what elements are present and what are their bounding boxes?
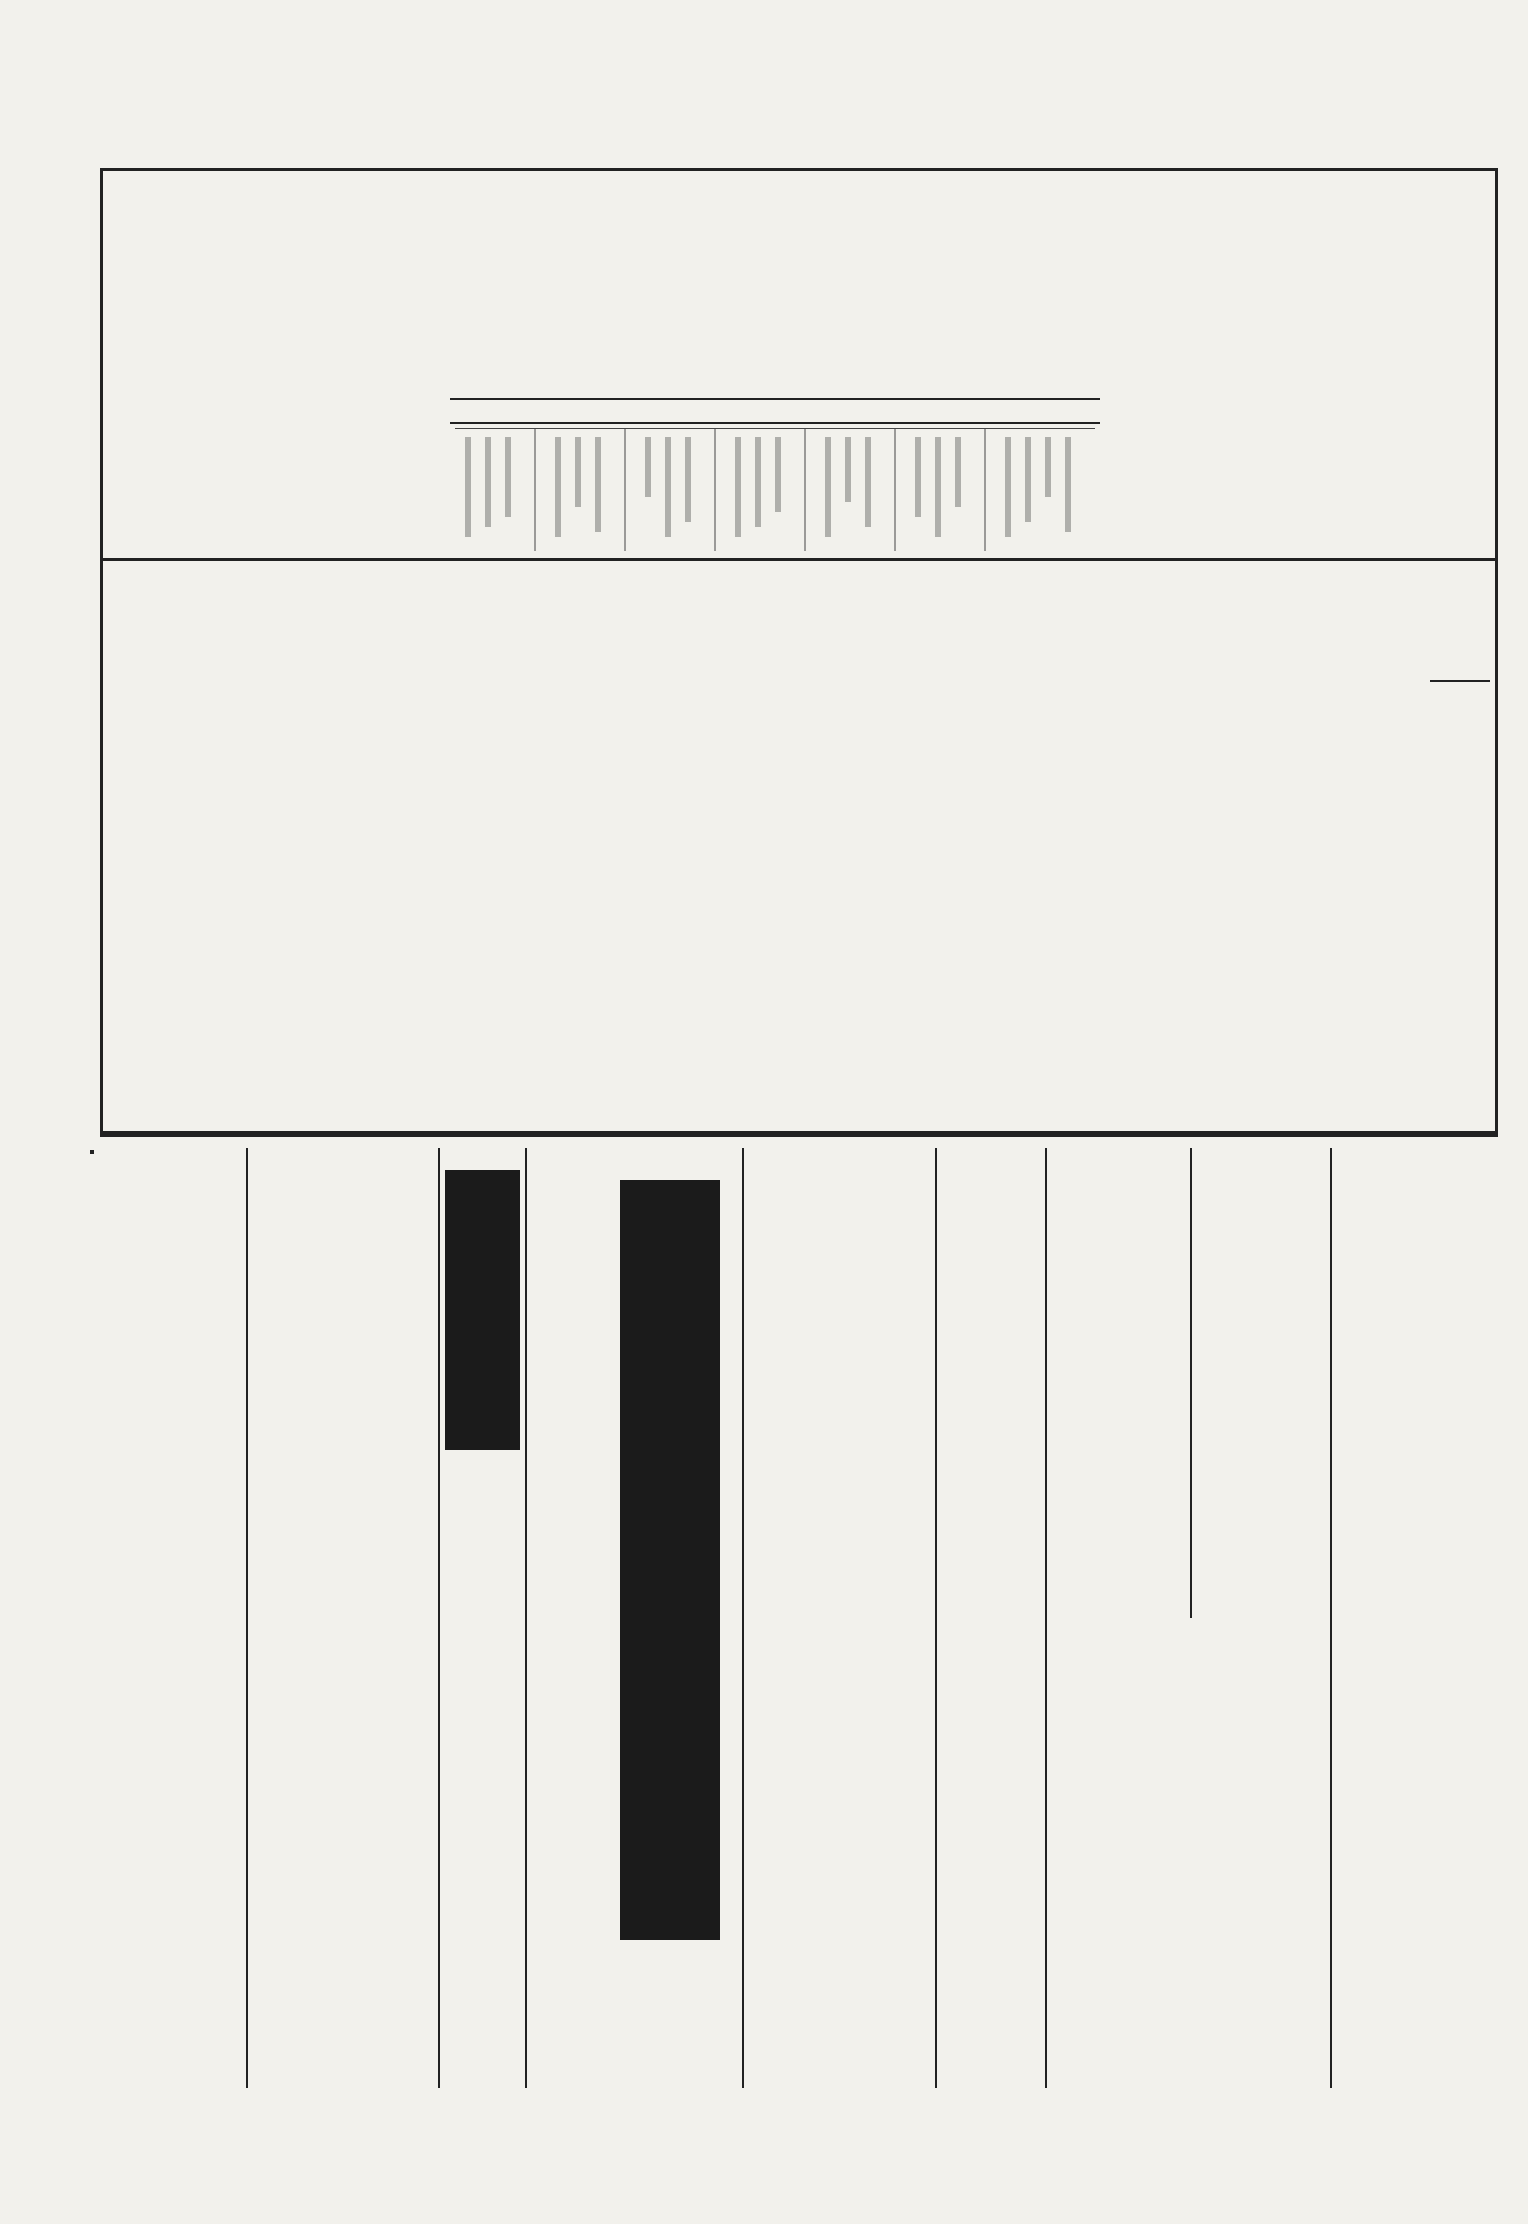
ad-nongcun-body (1050, 1150, 1095, 2050)
subscription-rates (455, 428, 1095, 551)
lead-paragraph (1115, 190, 1490, 550)
ad-pigeon-title (445, 1170, 520, 1450)
ad-huangbao-title (620, 1180, 720, 1940)
masthead-rule-2 (450, 422, 1100, 424)
ad-wanli-trees (298, 1500, 388, 2080)
ad-divider-2 (1190, 1148, 1192, 1618)
ad-divider-3 (1045, 1148, 1047, 2088)
ad-yanan-body (940, 1150, 995, 2050)
ad-bank-body (842, 1480, 882, 2080)
masthead-rule (450, 398, 1100, 400)
masthead-divider (100, 558, 1498, 561)
ad-zhonghua-body (1180, 1620, 1260, 2080)
ad-wanli-desc (295, 1150, 340, 1490)
ad-wanli-agent (250, 1150, 290, 2070)
ad-divider-5 (742, 1148, 744, 2088)
ad-divider-7 (438, 1148, 440, 2088)
ad-chen-body (1195, 1148, 1235, 1588)
ad-book-anchor (90, 1150, 94, 1154)
ad-zhengwen-body (1340, 1150, 1435, 2090)
ad-divider-6 (525, 1148, 527, 2088)
ad-power-body (745, 1150, 785, 2050)
ad-divider-1 (1330, 1148, 1332, 2088)
ad-divider-4 (935, 1148, 937, 2088)
section-divider (100, 1134, 1498, 1137)
rates-grid-graphic (455, 429, 1095, 551)
ad-pigeon-agent (395, 1470, 435, 2070)
editorial-body (120, 570, 1420, 1125)
ad-yongguang-effects (96, 1830, 241, 2070)
editorial-tag-rule (1430, 680, 1490, 682)
lead-paragraph-2 (110, 190, 440, 550)
ad-pigeon-body (440, 1470, 522, 2070)
ad-divider-8 (246, 1148, 248, 2088)
